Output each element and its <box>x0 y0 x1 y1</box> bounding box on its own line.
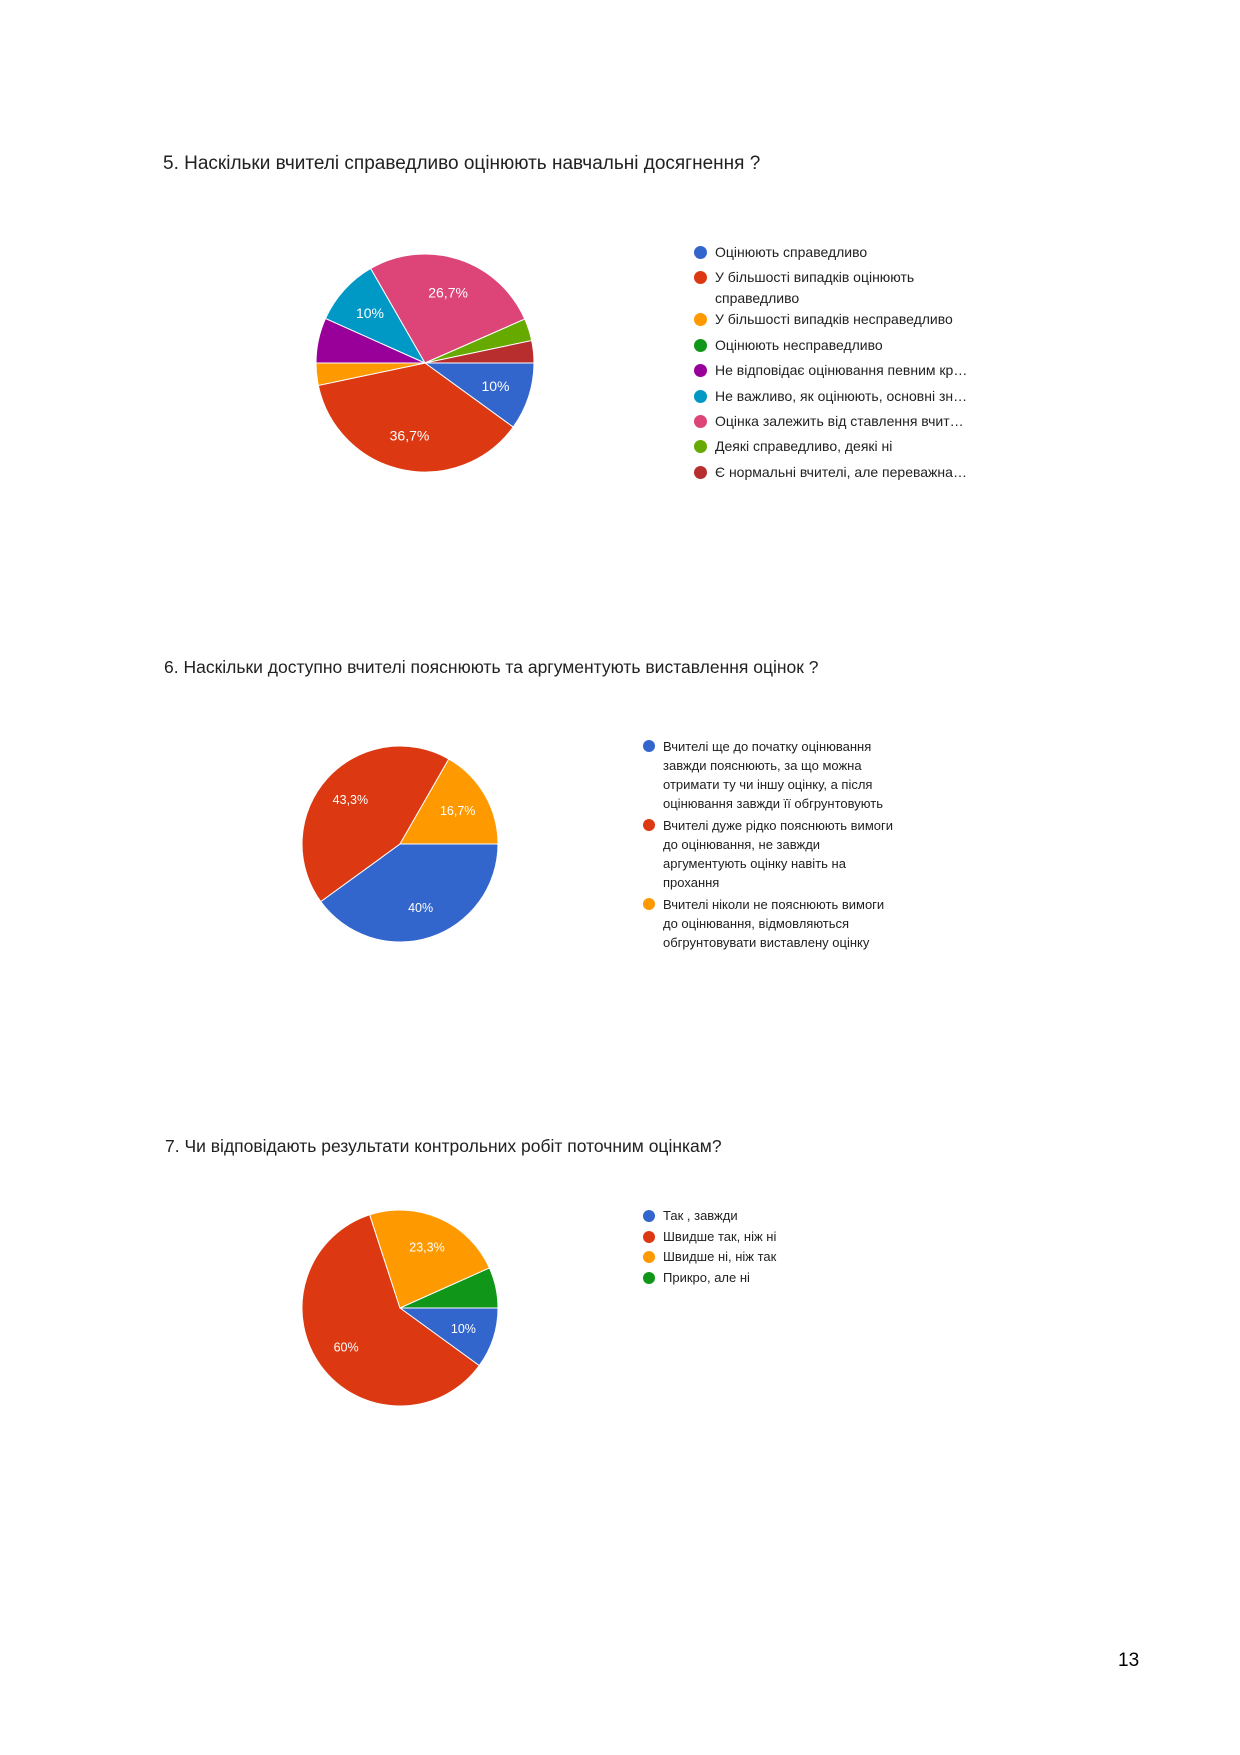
slice-data-label: 26,7% <box>428 284 468 301</box>
page-number: 13 <box>1118 1650 1140 1671</box>
slice-data-label: 40% <box>408 900 434 915</box>
slice-data-label: 43,3% <box>332 792 369 807</box>
legend-label-line: обгрунтовувати виставлену оцінку <box>663 935 870 950</box>
legend-label-line: Оцінюють справедливо <box>715 244 868 260</box>
legend-label-line: аргументують оцінку навіть на <box>663 856 846 871</box>
legend-label-line: Так , завжди <box>663 1208 738 1223</box>
legend-label-line: Є нормальні вчителі, але переважна… <box>715 463 967 480</box>
legend-swatch-icon <box>643 1272 655 1284</box>
legend-item <box>643 1228 903 1246</box>
chart-title: 7. Чи відповідають результати контрольних робіт поточним оцінкам? <box>165 1136 722 1156</box>
legend-item <box>643 1207 903 1225</box>
legend-label-line: Швидше так, ніж ні <box>663 1228 777 1244</box>
legend-label-line: У більшості випадків оцінюють <box>715 269 915 286</box>
legend-label-line: Вчителі дуже рідко пояснюють вимоги <box>663 818 893 833</box>
legend-label-line: прохання <box>663 875 720 890</box>
legend-swatch-icon <box>643 1210 655 1222</box>
legend-item <box>643 1269 903 1287</box>
slice-data-label: 60% <box>333 1340 359 1355</box>
legend-label-line: отримати ту чи іншу оцінку, а після <box>663 777 873 792</box>
slice-data-label: 10% <box>450 1322 476 1336</box>
legend-label-line: Прикро, але ні <box>663 1269 750 1285</box>
slice-data-label: 36,7% <box>389 427 430 444</box>
slice-data-label: 10% <box>355 305 385 322</box>
legend-label-line: до оцінювання, не завжди <box>663 837 821 852</box>
chart-title: 5. Наскільки вчителі справедливо оцінюють навчальні досягнення ? <box>163 153 761 174</box>
legend-label-line: оцінювання завжди її обгрунтовують <box>663 796 883 811</box>
slice-data-label: 23,3% <box>409 1240 445 1255</box>
legend-label-line: У більшості випадків несправедливо <box>715 311 953 328</box>
chart-title: 6. Наскільки доступно вчителі пояснюють та аргументують виставлення оцінок ? <box>164 657 819 677</box>
legend-label <box>663 1269 750 1287</box>
legend-label-line: Не відповідає оцінювання певним кр… <box>715 362 968 379</box>
legend-label <box>663 1248 776 1266</box>
legend-label-line: Деякі справедливо, деякі ні <box>715 438 893 455</box>
legend-label <box>663 1228 776 1246</box>
legend-label-line: справедливо <box>715 290 800 307</box>
legend-item <box>643 1248 903 1266</box>
legend-label-line: Вчителі ніколи не пояснюють вимоги <box>663 897 885 912</box>
legend-label-line: Не важливо, як оцінюють, основні зн… <box>715 387 968 404</box>
legend-swatch-icon <box>643 1251 655 1263</box>
chart-legend <box>643 1207 903 1289</box>
legend-label-line: Оцінка залежить від ставлення вчит… <box>715 412 964 429</box>
legend-label-line: завжди пояснюють, за що можна <box>663 758 862 773</box>
slice-data-label: 16,7% <box>439 804 476 818</box>
legend-label-line: Швидше ні, ніж так <box>663 1249 777 1264</box>
legend-label-line: Вчителі ще до початку оцінювання <box>663 739 872 754</box>
legend-label-line: до оцінювання, відмовляються <box>663 916 850 931</box>
slice-data-label: 10% <box>481 377 510 394</box>
legend-swatch-icon <box>643 1231 655 1243</box>
legend-label-line: Оцінюють несправедливо <box>715 336 883 353</box>
legend-label <box>663 1207 738 1225</box>
